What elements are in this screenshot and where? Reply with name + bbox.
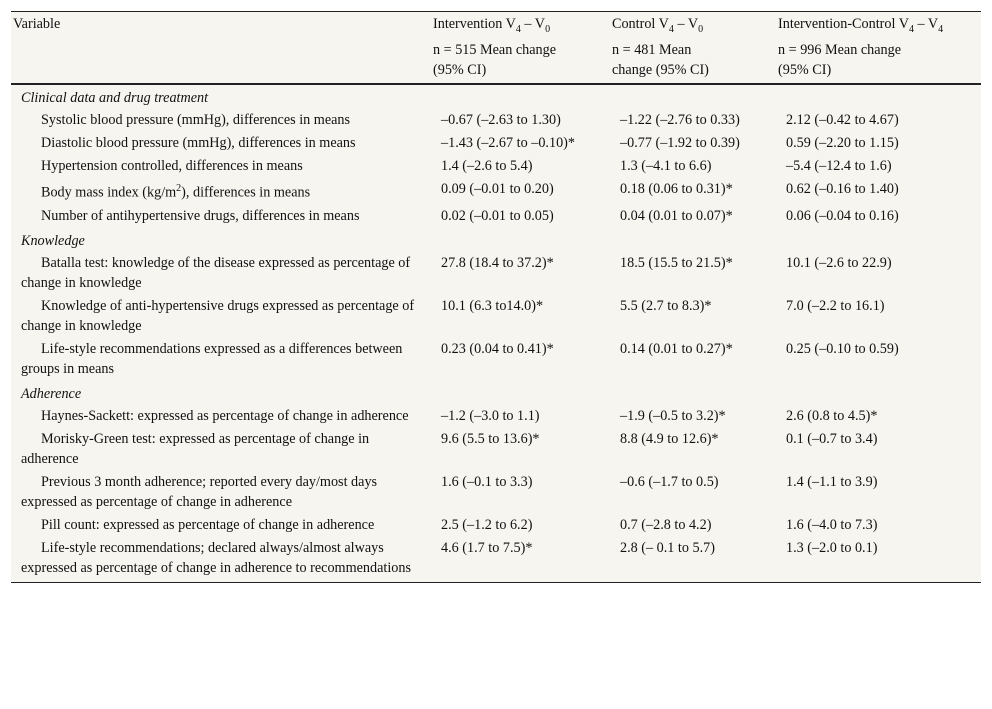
table-row — [11, 178, 981, 205]
row-difference: 0.25 (–0.10 to 0.59) — [786, 340, 899, 357]
row-control: –1.9 (–0.5 to 3.2)* — [620, 407, 726, 424]
section-row — [11, 381, 981, 405]
table-row — [11, 205, 981, 228]
table-header-row — [11, 12, 981, 84]
section-title-clinical: Clinical data and drug treatment — [21, 89, 209, 106]
row-intervention: 1.4 (–2.6 to 5.4) — [441, 157, 533, 174]
header-difference: Intervention-Control $V_4 - V_4$ n = 996 Mean change (95% CI) — [776, 12, 981, 84]
row-intervention: 4.6 (1.7 to 7.5)* — [431, 537, 610, 583]
table-row — [11, 295, 981, 338]
row-variable: Diastolic blood pressure (mmHg), differences in means — [41, 134, 356, 151]
row-variable: Hypertension controlled, differences in means — [41, 157, 303, 174]
row-control: 0.18 (0.06 to 0.31)* — [620, 180, 733, 197]
row-variable: Systolic blood pressure (mmHg), differences in means — [41, 111, 351, 128]
row-control: –0.6 (–1.7 to 0.5) — [620, 473, 719, 490]
row-intervention: –1.43 (–2.67 to –0.10)* — [441, 134, 575, 151]
row-control: 0.04 (0.01 to 0.07)* — [620, 207, 733, 224]
row-variable: Life-style recommendations; declared always/almost always expressed as percentage of change in adherence to recommendations — [11, 537, 431, 583]
row-difference: 10.1 (–2.6 to 22.9) — [786, 254, 892, 271]
row-intervention: 1.6 (–0.1 to 3.3) — [441, 473, 533, 490]
table-row — [11, 155, 981, 178]
row-intervention: –1.2 (–3.0 to 1.1) — [441, 407, 540, 424]
table-row — [11, 109, 981, 132]
row-variable: Knowledge of anti-hypertensive drugs expressed as percentage of change in knowledge — [21, 297, 415, 334]
row-difference: 1.3 (–2.0 to 0.1) — [776, 537, 981, 583]
row-control: 8.8 (4.9 to 12.6)* — [620, 430, 719, 447]
section-row — [11, 84, 981, 109]
row-difference: 0.59 (–2.20 to 1.15) — [786, 134, 899, 151]
header-control: Control $V_4 - V_0$ n = 481 Mean change (95% CI) — [610, 12, 776, 84]
header-intervention: Intervention $V_4 - V_0$ n = 515 Mean change (95% CI) — [431, 12, 610, 84]
row-difference: 2.12 (–0.42 to 4.67) — [786, 111, 899, 128]
row-difference: 0.06 (–0.04 to 0.16) — [786, 207, 899, 224]
results-table — [11, 11, 981, 583]
table-row — [11, 514, 981, 537]
row-difference: 1.4 (–1.1 to 3.9) — [786, 473, 878, 490]
row-intervention: 0.09 (–0.01 to 0.20) — [441, 180, 554, 197]
row-control: 0.14 (0.01 to 0.27)* — [620, 340, 733, 357]
row-variable: Previous 3 month adherence; reported every day/most days expressed as percentage of change in adherence — [21, 473, 378, 510]
row-intervention: 9.6 (5.5 to 13.6)* — [441, 430, 540, 447]
row-intervention: 27.8 (18.4 to 37.2)* — [441, 254, 554, 271]
header-variable: Variable — [11, 12, 431, 84]
results-table-container — [11, 11, 981, 583]
row-variable: Life-style recommendations expressed as a differences between groups in means — [21, 340, 403, 377]
row-variable: Haynes-Sackett: expressed as percentage of change in adherence — [41, 407, 409, 424]
row-variable: Batalla test: knowledge of the disease expressed as percentage of change in knowledge — [21, 254, 411, 291]
row-variable: Body mass index $(kg/m^2)$, differences in means — [41, 182, 311, 201]
row-control: –1.22 (–2.76 to 0.33) — [620, 111, 740, 128]
table-row — [11, 537, 981, 583]
row-intervention: 0.02 (–0.01 to 0.05) — [441, 207, 554, 224]
section-title-adherence: Adherence — [21, 385, 82, 402]
section-title-knowledge: Knowledge — [21, 232, 85, 249]
row-difference: 0.62 (–0.16 to 1.40) — [786, 180, 899, 197]
table-row — [11, 338, 981, 381]
row-variable: Number of antihypertensive drugs, differences in means — [41, 207, 360, 224]
row-intervention: 10.1 (6.3 to14.0)* — [441, 297, 544, 314]
row-control: –0.77 (–1.92 to 0.39) — [620, 134, 740, 151]
row-control: 2.8 (– 0.1 to 5.7) — [610, 537, 776, 583]
row-control: 1.3 (–4.1 to 6.6) — [620, 157, 712, 174]
table-row — [11, 405, 981, 428]
section-row — [11, 228, 981, 252]
table-row — [11, 132, 981, 155]
row-intervention: –0.67 (–2.63 to 1.30) — [441, 111, 561, 128]
table-row — [11, 471, 981, 514]
row-control: 18.5 (15.5 to 21.5)* — [620, 254, 733, 271]
row-control: 5.5 (2.7 to 8.3)* — [620, 297, 712, 314]
row-difference: 1.6 (–4.0 to 7.3) — [786, 516, 878, 533]
table-row — [11, 252, 981, 295]
row-variable: Morisky-Green test: expressed as percentage of change in adherence — [21, 430, 370, 467]
row-difference: 7.0 (–2.2 to 16.1) — [786, 297, 885, 314]
row-control: 0.7 (–2.8 to 4.2) — [620, 516, 712, 533]
row-intervention: 0.23 (0.04 to 0.41)* — [441, 340, 554, 357]
row-difference: 0.1 (–0.7 to 3.4) — [786, 430, 878, 447]
row-intervention: 2.5 (–1.2 to 6.2) — [441, 516, 533, 533]
table-row — [11, 428, 981, 471]
row-difference: –5.4 (–12.4 to 1.6) — [786, 157, 892, 174]
row-variable: Pill count: expressed as percentage of change in adherence — [41, 516, 375, 533]
row-difference: 2.6 (0.8 to 4.5)* — [786, 407, 878, 424]
